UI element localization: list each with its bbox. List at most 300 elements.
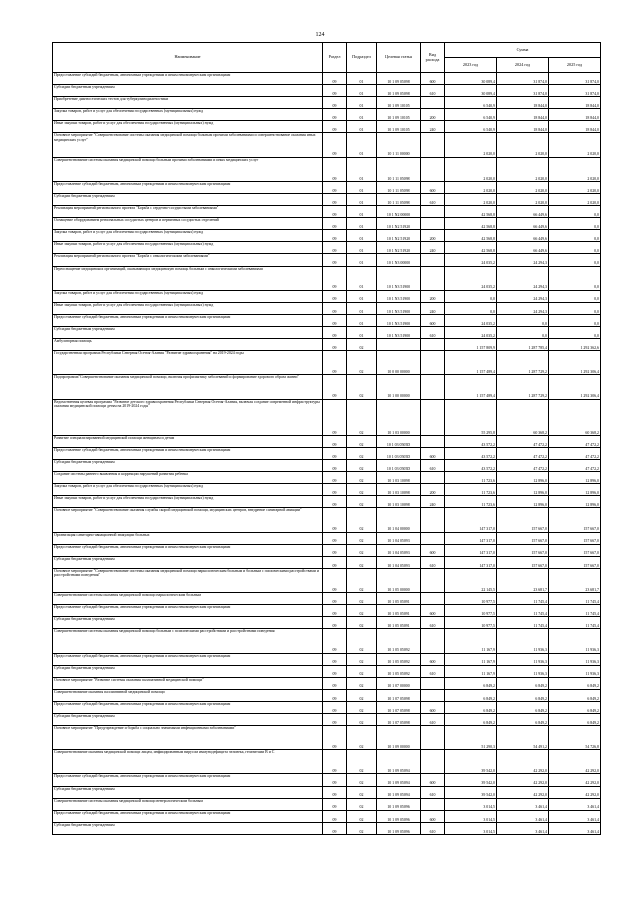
row-target: 10 1 N3 51900 (377, 302, 421, 314)
row-2024: 1 287 785,4 (497, 339, 549, 351)
row-2025: 54 726,8 (549, 726, 601, 750)
row-target: 10 1 05 05091 (377, 617, 421, 629)
row-subsection: 01 (347, 193, 377, 205)
row-expense-type: 600 (421, 701, 445, 713)
row-2025: 11 936,3 (549, 665, 601, 677)
row-2024: 18 844,0 (497, 109, 549, 121)
row-target: 10 1 07 05098 (377, 689, 421, 701)
table-body (53, 73, 601, 835)
row-section: 09 (323, 726, 347, 750)
row-section: 09 (323, 629, 347, 653)
row-2023: 10 977,5 (445, 593, 497, 605)
row-subsection: 02 (347, 798, 377, 810)
row-section: 09 (323, 73, 347, 85)
row-2023: 11 167,9 (445, 653, 497, 665)
row-name: Совершенствование оказания паллиативной медицинской помощи (53, 689, 323, 701)
table-row (53, 568, 601, 592)
row-subsection: 02 (347, 496, 377, 508)
row-2024: 66 449,6 (497, 230, 549, 242)
row-2025: 1 292 306,4 (549, 351, 601, 375)
row-name: Субсидии бюджетным учреждениям (53, 556, 323, 568)
row-2024: 47 472,2 (497, 460, 549, 472)
row-section: 09 (323, 326, 347, 338)
row-2023: 43 572,2 (445, 447, 497, 459)
row-2024: 157 667,0 (497, 544, 549, 556)
row-2025: 3 461,4 (549, 798, 601, 810)
row-name: Создание системы раннего выявления и коррекции нарушений развития ребенка (53, 472, 323, 484)
row-target: 10 1 11 05098 (377, 181, 421, 193)
row-target: 10 1 03 00000 (377, 399, 421, 435)
table-row (53, 193, 601, 205)
row-subsection: 01 (347, 326, 377, 338)
row-target: 10 1 05 05092 (377, 665, 421, 677)
row-target: 10 1 07 05098 (377, 713, 421, 725)
row-section: 09 (323, 460, 347, 472)
row-name: Приобретение диагностических тестов для туберкулинодиагностики (53, 97, 323, 109)
row-expense-type (421, 472, 445, 484)
row-section: 09 (323, 230, 347, 242)
row-subsection: 01 (347, 242, 377, 254)
row-2023: 0,0 (445, 302, 497, 314)
table-row (53, 314, 601, 326)
row-2023: 42 568,8 (445, 242, 497, 254)
row-section: 09 (323, 242, 347, 254)
row-target: 10 1 04 00000 (377, 508, 421, 532)
row-subsection: 02 (347, 774, 377, 786)
row-section: 09 (323, 798, 347, 810)
row-subsection: 02 (347, 653, 377, 665)
table-row (53, 266, 601, 290)
row-target: 10 0 00 00000 (377, 351, 421, 375)
row-2023: 2 020,0 (445, 193, 497, 205)
row-section: 09 (323, 556, 347, 568)
row-2025: 11 936,3 (549, 653, 601, 665)
row-target: 10 1 09 10105 (377, 121, 421, 133)
row-section: 09 (323, 133, 347, 157)
row-2023: 11 723,6 (445, 496, 497, 508)
row-2025: 0,0 (549, 206, 601, 218)
table-row (53, 157, 601, 181)
row-subsection: 01 (347, 254, 377, 266)
row-2024: 157 667,0 (497, 532, 549, 544)
row-section: 09 (323, 339, 347, 351)
row-name: Основное мероприятие "Предупреждение и борьба с социально значимыми инфекционными заболеваниями" (53, 726, 323, 750)
row-2024: 24 294,3 (497, 290, 549, 302)
table-row (53, 665, 601, 677)
row-subsection: 01 (347, 121, 377, 133)
table-row (53, 399, 601, 435)
row-2023: 2 020,0 (445, 181, 497, 193)
row-name: Предоставление субсидий бюджетным, автономным учреждениям и иным некоммерческим организациям (53, 810, 323, 822)
row-2025: 0,0 (549, 302, 601, 314)
header-2025: 2025 год (549, 58, 601, 73)
row-subsection: 01 (347, 314, 377, 326)
row-2025: 2 020,0 (549, 193, 601, 205)
row-2025: 0,0 (549, 290, 601, 302)
row-2024: 11 745,4 (497, 617, 549, 629)
row-2024: 2 020,0 (497, 133, 549, 157)
row-subsection: 02 (347, 593, 377, 605)
row-section: 09 (323, 206, 347, 218)
row-name: Субсидии бюджетным учреждениям (53, 326, 323, 338)
table-row (53, 786, 601, 798)
row-name: Предоставление субсидий бюджетным, автономным учреждениям и иным некоммерческим организациям (53, 653, 323, 665)
table-row (53, 798, 601, 810)
row-2023: 6 849,2 (445, 713, 497, 725)
row-target: 10 1 N3 00000 (377, 254, 421, 266)
row-name: Субсидии бюджетным учреждениям (53, 822, 323, 834)
row-subsection: 01 (347, 290, 377, 302)
row-2024: 6 849,2 (497, 713, 549, 725)
row-expense-type: 600 (421, 181, 445, 193)
row-2024: 24 294,3 (497, 266, 549, 290)
row-target: 10 1 09 05098 (377, 73, 421, 85)
row-name: Организация санитарно-авиационной эвакуации больных (53, 532, 323, 544)
row-2023: 42 568,8 (445, 206, 497, 218)
row-2025: 18 844,0 (549, 109, 601, 121)
row-expense-type: 610 (421, 460, 445, 472)
row-2023: 43 572,2 (445, 460, 497, 472)
row-subsection: 02 (347, 822, 377, 834)
row-section: 09 (323, 774, 347, 786)
row-expense-type: 200 (421, 290, 445, 302)
row-target: 10 1 09 05096 (377, 810, 421, 822)
table-row (53, 326, 601, 338)
row-2024: 12 896,0 (497, 472, 549, 484)
row-2024: 24 294,3 (497, 254, 549, 266)
row-2025: 3 461,4 (549, 810, 601, 822)
row-section: 09 (323, 375, 347, 399)
row-target: 10 1 N2 51920 (377, 230, 421, 242)
table-row (53, 701, 601, 713)
table-row (53, 605, 601, 617)
row-2023: 51 290,3 (445, 726, 497, 750)
row-2023: 42 568,8 (445, 218, 497, 230)
row-subsection: 01 (347, 85, 377, 97)
row-section: 09 (323, 97, 347, 109)
table-row (53, 484, 601, 496)
row-target: 10 1 N3 51900 (377, 314, 421, 326)
row-expense-type (421, 399, 445, 435)
row-target: 10 1 03 10098 (377, 484, 421, 496)
row-section: 09 (323, 314, 347, 326)
row-2023: 24 035,2 (445, 326, 497, 338)
row-2025: 11 936,3 (549, 629, 601, 653)
row-section: 09 (323, 109, 347, 121)
table-row (53, 121, 601, 133)
row-expense-type (421, 254, 445, 266)
row-expense-type: 600 (421, 447, 445, 459)
row-2024: 66 449,6 (497, 242, 549, 254)
row-section: 09 (323, 593, 347, 605)
row-expense-type (421, 629, 445, 653)
table-row (53, 435, 601, 447)
row-expense-type (421, 266, 445, 290)
row-2024: 60 368,2 (497, 399, 549, 435)
row-subsection: 01 (347, 181, 377, 193)
row-expense-type: 610 (421, 617, 445, 629)
row-2023: 3 014,5 (445, 798, 497, 810)
row-name: Закупка товаров, работ и услуг для обеспечения государственных (муниципальных) нужд (53, 230, 323, 242)
row-section: 09 (323, 665, 347, 677)
row-2025: 6 849,2 (549, 713, 601, 725)
row-target: 10 1 03 10098 (377, 496, 421, 508)
row-target: 10 1 N3 51900 (377, 266, 421, 290)
table-row (53, 181, 601, 193)
row-2024: 157 667,0 (497, 556, 549, 568)
row-2025: 3 461,4 (549, 822, 601, 834)
row-name: Субсидии бюджетным учреждениям (53, 786, 323, 798)
row-2025: 31 874,0 (549, 85, 601, 97)
row-expense-type: 610 (421, 822, 445, 834)
row-2024: 3 461,4 (497, 822, 549, 834)
row-expense-type (421, 206, 445, 218)
row-2023: 11 167,9 (445, 665, 497, 677)
header-2024: 2024 год (497, 58, 549, 73)
row-2024: 66 449,6 (497, 218, 549, 230)
table-row (53, 85, 601, 97)
row-subsection: 02 (347, 339, 377, 351)
row-subsection: 01 (347, 133, 377, 157)
row-2024: 18 844,0 (497, 97, 549, 109)
row-2025: 11 745,4 (549, 605, 601, 617)
row-target: 10 1 N2 00000 (377, 206, 421, 218)
table-row (53, 774, 601, 786)
row-section: 09 (323, 157, 347, 181)
row-section: 09 (323, 810, 347, 822)
row-section: 09 (323, 605, 347, 617)
row-name: Совершенствование системы оказания медицинской помощи венерологическим больным (53, 798, 323, 810)
row-name: Совершенствование системы оказания медицинской помощи больным прочими заболеваниями и иных медицинских услуг (53, 157, 323, 181)
table-header (53, 43, 601, 73)
row-2024: 0,0 (497, 314, 549, 326)
row-2025: 12 896,0 (549, 496, 601, 508)
header-2023: 2023 год (445, 58, 497, 73)
row-expense-type (421, 375, 445, 399)
row-2023: 39 542,0 (445, 774, 497, 786)
row-target: 10 1 03 0505D (377, 435, 421, 447)
row-expense-type: 610 (421, 713, 445, 725)
row-2025: 47 472,2 (549, 435, 601, 447)
row-target: 10 1 07 05098 (377, 701, 421, 713)
table-row (53, 242, 601, 254)
row-2023: 6 540,9 (445, 97, 497, 109)
row-target: 10 1 N3 51900 (377, 290, 421, 302)
row-expense-type: 610 (421, 326, 445, 338)
row-2025: 42 292,0 (549, 786, 601, 798)
row-target: 10 1 03 10098 (377, 472, 421, 484)
row-2025: 60 368,2 (549, 399, 601, 435)
row-2024: 66 449,6 (497, 206, 549, 218)
row-2025: 0,0 (549, 266, 601, 290)
table-row (53, 556, 601, 568)
row-2025: 157 667,0 (549, 544, 601, 556)
row-2025: 31 874,0 (549, 73, 601, 85)
row-section: 09 (323, 786, 347, 798)
row-2025: 23 681,7 (549, 568, 601, 592)
row-section: 09 (323, 218, 347, 230)
row-section: 09 (323, 689, 347, 701)
table-row (53, 532, 601, 544)
row-name: Ведомственная целевая программа "Развитие детского здравоохранения Республики Северная Осетия-Алания, включая создание современной инфраструктуры оказания медицинской помощи детям на 2019-2024 годы" (53, 399, 323, 435)
row-2024: 31 874,0 (497, 73, 549, 85)
row-expense-type: 600 (421, 774, 445, 786)
row-section: 09 (323, 351, 347, 375)
row-2025: 6 849,2 (549, 689, 601, 701)
row-2023: 24 035,2 (445, 314, 497, 326)
page-number: 124 (315, 32, 325, 38)
row-expense-type (421, 677, 445, 689)
row-2025: 6 849,2 (549, 701, 601, 713)
row-section: 09 (323, 568, 347, 592)
row-subsection: 02 (347, 810, 377, 822)
header-section: Раздел (323, 43, 347, 73)
row-name: Развитие специализированной медицинской помощи женщинам и детям (53, 435, 323, 447)
row-name: Предоставление субсидий бюджетным, автономным учреждениям и иным некоммерческим организациям (53, 701, 323, 713)
row-section: 09 (323, 508, 347, 532)
row-2025: 12 896,0 (549, 484, 601, 496)
row-subsection: 02 (347, 726, 377, 750)
row-expense-type: 600 (421, 544, 445, 556)
row-subsection: 02 (347, 532, 377, 544)
row-name: Совершенствование системы оказания медицинской помощи больным с психическими расстройствами и расстройствами поведения (53, 629, 323, 653)
row-subsection: 02 (347, 447, 377, 459)
row-section: 09 (323, 85, 347, 97)
row-target: 10 1 05 05091 (377, 593, 421, 605)
table-row (53, 544, 601, 556)
row-target: 10 1 11 05098 (377, 193, 421, 205)
row-subsection: 02 (347, 399, 377, 435)
row-target: 10 1 07 00000 (377, 677, 421, 689)
row-2025: 11 745,4 (549, 593, 601, 605)
row-section: 09 (323, 254, 347, 266)
table-row (53, 254, 601, 266)
row-target: 10 1 05 05092 (377, 629, 421, 653)
row-2023: 2 020,0 (445, 157, 497, 181)
row-section: 09 (323, 532, 347, 544)
row-target: 10 1 09 05094 (377, 786, 421, 798)
row-name: Реализация мероприятий регионального проекта "Борьба с сердечно-сосудистыми заболеваниями" (53, 206, 323, 218)
row-subsection: 02 (347, 568, 377, 592)
row-2023: 11 167,9 (445, 629, 497, 653)
table-row (53, 133, 601, 157)
row-target: 10 1 03 0505D (377, 447, 421, 459)
table-row (53, 508, 601, 532)
table-row (53, 713, 601, 725)
row-subsection: 02 (347, 750, 377, 774)
row-name: Закупка товаров, работ и услуг для обеспечения государственных (муниципальных) нужд (53, 109, 323, 121)
row-subsection: 02 (347, 665, 377, 677)
row-2025: 0,0 (549, 314, 601, 326)
row-expense-type (421, 726, 445, 750)
row-section: 09 (323, 121, 347, 133)
row-subsection: 02 (347, 556, 377, 568)
row-subsection: 01 (347, 266, 377, 290)
row-subsection: 02 (347, 544, 377, 556)
row-subsection: 01 (347, 302, 377, 314)
row-section: 09 (323, 484, 347, 496)
row-2023: 43 572,2 (445, 435, 497, 447)
row-name: Предоставление субсидий бюджетным, автономным учреждениям и иным некоммерческим организациям (53, 314, 323, 326)
row-2023: 147 317,0 (445, 532, 497, 544)
row-2024: 2 020,0 (497, 181, 549, 193)
row-2023: 11 723,6 (445, 472, 497, 484)
row-target: 10 1 09 10105 (377, 97, 421, 109)
row-2023: 10 977,5 (445, 617, 497, 629)
row-subsection: 01 (347, 97, 377, 109)
row-expense-type: 200 (421, 109, 445, 121)
row-target: 10 1 09 05098 (377, 85, 421, 97)
row-2025: 18 844,0 (549, 97, 601, 109)
row-name: Субсидии бюджетным учреждениям (53, 713, 323, 725)
row-expense-type: 610 (421, 665, 445, 677)
row-2023: 147 317,0 (445, 508, 497, 532)
row-subsection: 01 (347, 218, 377, 230)
table-row (53, 472, 601, 484)
row-target: 10 1 09 05096 (377, 798, 421, 810)
row-name: Основное мероприятие "Совершенствование оказания службы скорой медицинской помощи, медицинских центров, внедрение санитарной авиации" (53, 508, 323, 532)
row-subsection: 02 (347, 351, 377, 375)
row-target: 10 1 00 00000 (377, 375, 421, 399)
row-target (377, 339, 421, 351)
row-name: Иные закупки товаров, работ и услуг для обеспечения государственных (муниципальных) нужд (53, 121, 323, 133)
header-subsection: Подраздел (347, 43, 377, 73)
row-2025: 12 896,0 (549, 472, 601, 484)
row-2023: 42 568,8 (445, 230, 497, 242)
row-2023: 6 540,9 (445, 121, 497, 133)
row-2024: 2 020,0 (497, 193, 549, 205)
row-target: 10 1 N2 51920 (377, 218, 421, 230)
row-subsection: 02 (347, 677, 377, 689)
row-section: 09 (323, 496, 347, 508)
row-2023: 6 540,9 (445, 109, 497, 121)
row-subsection: 01 (347, 206, 377, 218)
row-expense-type: 240 (421, 121, 445, 133)
row-2025: 157 667,0 (549, 556, 601, 568)
row-name: Оснащение оборудованием региональных сосудистых центров и первичных сосудистых отделений (53, 218, 323, 230)
row-section: 09 (323, 290, 347, 302)
row-2023: 1 157 489,4 (445, 375, 497, 399)
row-expense-type (421, 97, 445, 109)
row-section: 09 (323, 447, 347, 459)
row-subsection: 02 (347, 508, 377, 532)
row-expense-type: 610 (421, 556, 445, 568)
row-2024: 42 292,0 (497, 774, 549, 786)
table-row (53, 629, 601, 653)
row-subsection: 02 (347, 786, 377, 798)
row-target: 10 1 04 05093 (377, 556, 421, 568)
row-expense-type (421, 218, 445, 230)
row-target: 10 1 05 05091 (377, 605, 421, 617)
table-row (53, 97, 601, 109)
row-2023: 55 295,8 (445, 399, 497, 435)
row-section: 09 (323, 617, 347, 629)
table-row (53, 218, 601, 230)
row-2024: 54 491,2 (497, 726, 549, 750)
row-expense-type: 610 (421, 786, 445, 798)
row-name: Реализация мероприятий регионального проекта "Борьба с онкологическими заболеваниями" (53, 254, 323, 266)
row-target: 10 1 04 05093 (377, 532, 421, 544)
row-name: Государственная программа Республики Северная Осетия-Алания "Развитие здравоохранения" на 2019-2024 годы (53, 351, 323, 375)
row-2024: 18 844,0 (497, 121, 549, 133)
row-subsection: 02 (347, 484, 377, 496)
row-2024: 0,0 (497, 326, 549, 338)
row-2023: 1 157 489,4 (445, 351, 497, 375)
row-2023: 1 157 809,9 (445, 339, 497, 351)
row-subsection: 02 (347, 617, 377, 629)
row-name: Подпрограмма"Совершенствование оказания медицинской помощи, включая профилактику заболеваний и формирование здорового образа жизни" (53, 375, 323, 399)
header-sum: Сумма (445, 43, 601, 58)
